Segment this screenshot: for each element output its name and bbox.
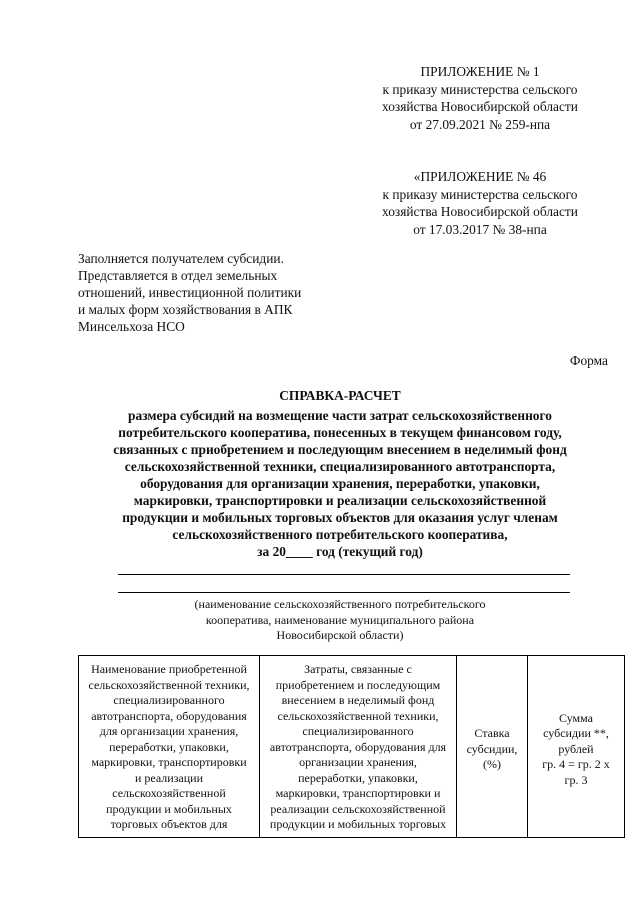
- cell-line: продукции и мобильных торговых: [269, 817, 447, 831]
- recipient-note-line: Минсельхоза НСО: [78, 319, 185, 334]
- appendix-1-line: к приказу министерства сельского: [382, 81, 578, 97]
- appendix-46-header: [330, 168, 630, 238]
- title-line: размера субсидий на возмещение части затрат сельскохозяйственного: [128, 408, 552, 423]
- title-line: оборудования для организации хранения, переработки, упаковки,: [140, 476, 540, 491]
- recipient-note-line: Заполняется получателем субсидии.: [78, 251, 284, 266]
- appendix-46-line: к приказу министерства сельского: [382, 186, 578, 202]
- calculation-table: [78, 655, 625, 838]
- cell-line: маркировки, транспортировки и: [275, 786, 441, 800]
- appendix-46-line: «ПРИЛОЖЕНИЕ № 46: [413, 169, 547, 184]
- document-title: [40, 387, 640, 560]
- title-line: сельскохозяйственной техники, специализированного автотранспорта,: [124, 459, 556, 474]
- cell-line: Наименование приобретенной: [91, 662, 247, 676]
- cell-line: и реализации: [134, 770, 204, 785]
- title-heading: СПРАВКА-РАСЧЕТ: [279, 388, 401, 403]
- cell-line: сельскохозяйственной техники,: [88, 677, 250, 692]
- cell-line: автотранспорта, оборудования для: [269, 739, 447, 754]
- title-line: связанных с приобретением и последующим внесением в неделимый фонд: [113, 442, 567, 457]
- appendix-1-header: [330, 63, 630, 133]
- name-hint-line: кооператива, наименование муниципального района: [205, 612, 475, 627]
- cell-line: реализации сельскохозяйственной: [270, 801, 446, 816]
- recipient-note-line: и малых форм хозяйствования в АПК: [78, 302, 293, 317]
- cell-line: субсидии **,: [543, 726, 609, 741]
- cell-line: специализированного: [302, 724, 414, 738]
- cell-line: Затраты, связанные с: [304, 662, 412, 676]
- cell-line: организации хранения,: [299, 755, 417, 769]
- cell-line: рублей: [558, 741, 594, 756]
- cell-line: Сумма: [559, 710, 593, 725]
- appendix-46-line: хозяйства Новосибирской области: [382, 204, 578, 219]
- recipient-note: [78, 250, 378, 335]
- cell-line: для организации хранения,: [99, 724, 239, 738]
- title-line: потребительского кооператива, понесенных в текущем финансовом году,: [118, 425, 562, 440]
- recipient-note-line: Представляется в отдел земельных: [78, 268, 278, 283]
- cell-line: торговых объектов для: [110, 817, 228, 831]
- form-label: Форма: [569, 353, 608, 368]
- cell-line: гр. 3: [564, 772, 588, 787]
- cell-line: внесением в неделимый фонд: [281, 693, 435, 707]
- cell-line: автотранспорта, оборудования: [91, 708, 247, 723]
- appendix-1-line: хозяйства Новосибирской области: [382, 99, 578, 114]
- cell-line: сельскохозяйственной техники,: [277, 708, 439, 723]
- cell-line: субсидии,: [466, 741, 518, 756]
- title-line: продукции и мобильных торговых объектов для оказания услуг членам: [122, 510, 558, 525]
- table-header-row: [79, 656, 625, 838]
- appendix-46-line: от 17.03.2017 № 38-нпа: [413, 221, 547, 237]
- header-cell-amount: [528, 656, 625, 838]
- title-period-line: за 20____ год (текущий год): [257, 544, 423, 559]
- name-hint-line: Новосибирской области): [276, 628, 404, 642]
- header-cell-equipment: [79, 656, 260, 838]
- cell-line: переработки, упаковки,: [298, 770, 418, 785]
- blank-line-2: [118, 592, 570, 593]
- cell-line: специализированного: [113, 693, 225, 707]
- cell-line: Ставка: [474, 726, 510, 741]
- cell-line: гр. 4 = гр. 2 х: [542, 757, 610, 772]
- cell-line: маркировки, транспортировки: [91, 755, 247, 769]
- cell-line: переработки, упаковки,: [109, 739, 229, 754]
- appendix-1-line: ПРИЛОЖЕНИЕ № 1: [420, 64, 540, 79]
- cell-line: продукции и мобильных: [106, 801, 232, 816]
- cell-line: (%): [483, 757, 501, 772]
- cell-line: приобретением и последующим: [275, 677, 441, 692]
- name-hint-line: (наименование сельскохозяйственного потребительского: [194, 597, 486, 611]
- blank-line-1: [118, 574, 570, 575]
- recipient-note-line: отношений, инвестиционной политики: [78, 285, 302, 300]
- title-line: маркировки, транспортировки и реализации сельскохозяйственной: [133, 493, 547, 508]
- name-hint: [150, 597, 530, 644]
- cell-line: сельскохозяйственной: [112, 786, 226, 800]
- title-line: сельскохозяйственного потребительского кооператива,: [172, 527, 508, 542]
- header-cell-rate: [457, 656, 528, 838]
- appendix-1-line: от 27.09.2021 № 259-нпа: [409, 116, 551, 132]
- header-cell-costs: [260, 656, 457, 838]
